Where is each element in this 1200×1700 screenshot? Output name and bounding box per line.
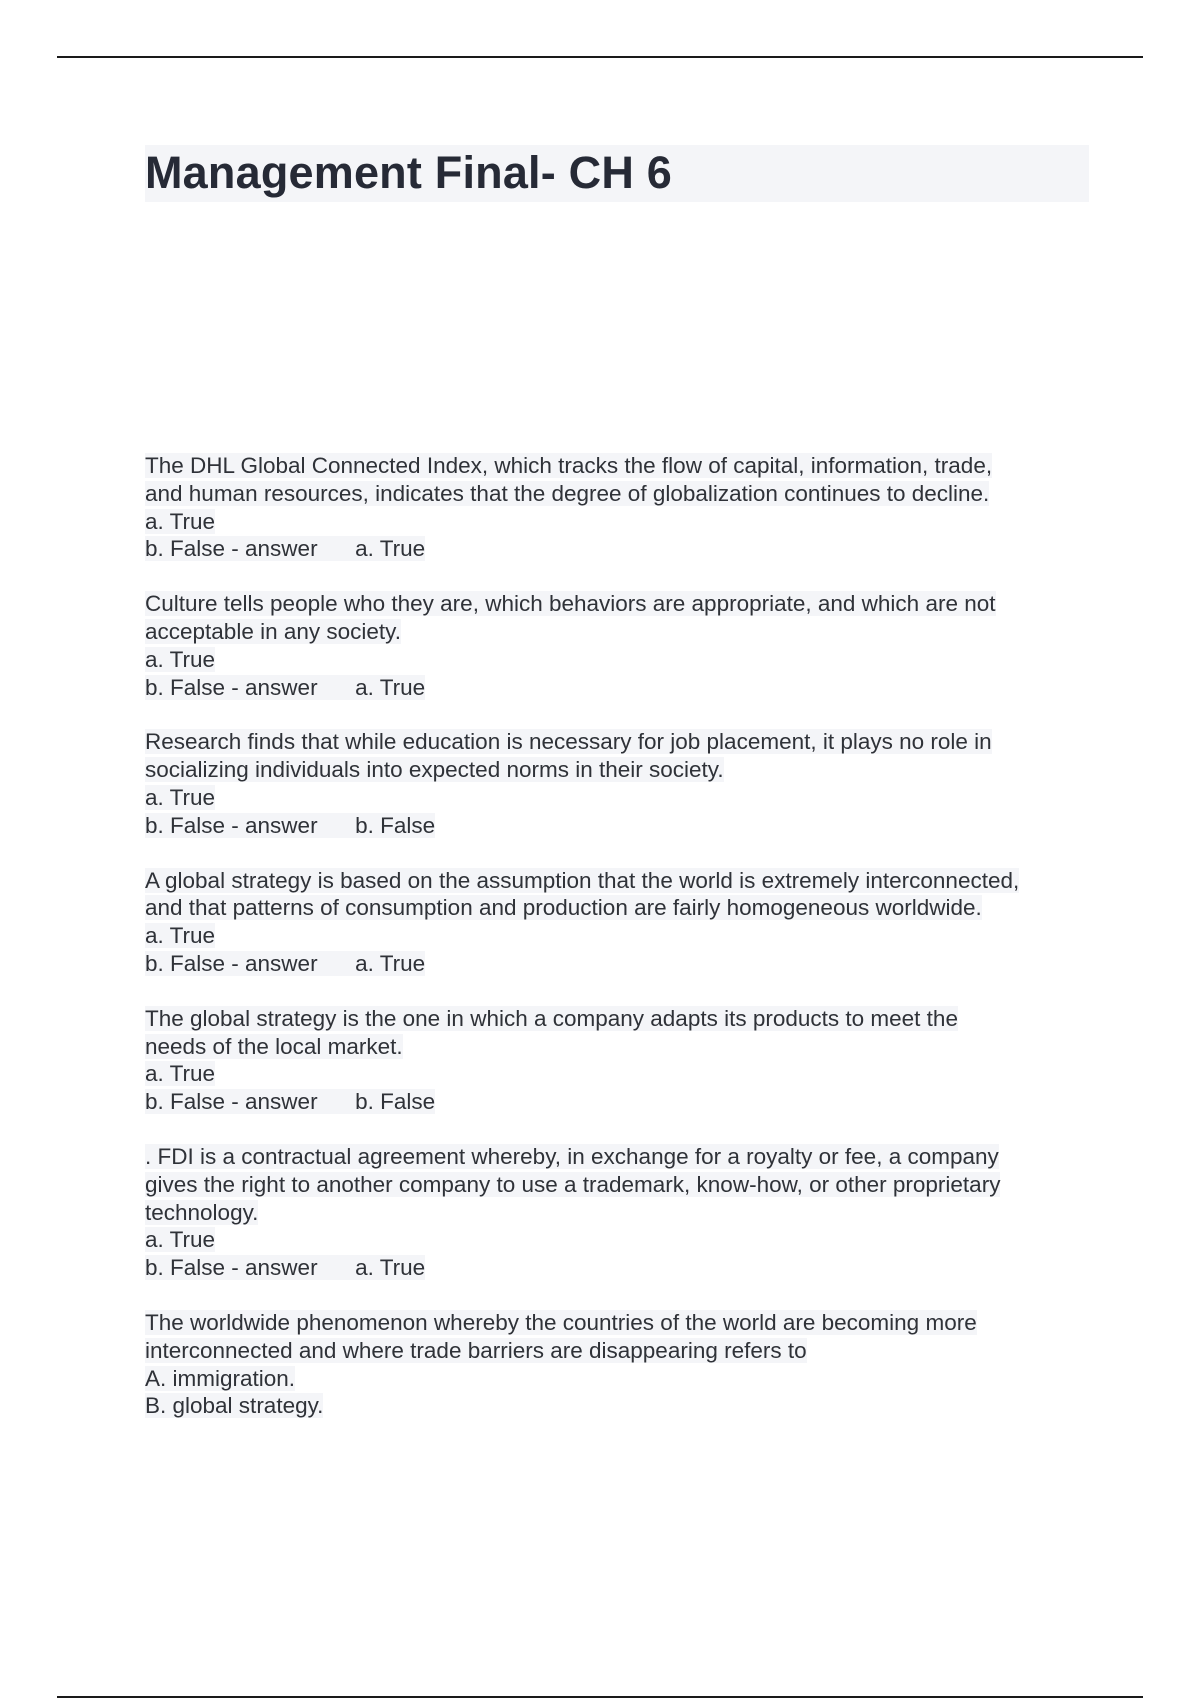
question-item: [145, 728, 1095, 839]
option-a: a. True: [145, 923, 216, 949]
question-text-line: socializing individuals into expected norms in their society.: [145, 757, 724, 783]
answer-text: a. True: [355, 1255, 426, 1281]
top-rule: [57, 56, 1143, 58]
question-item: [145, 590, 1095, 701]
question-text-line: gives the right to another company to use a trademark, know-how, or other proprietary: [145, 1171, 1001, 1197]
question-text-line: The DHL Global Connected Index, which tracks the flow of capital, information, trade,: [145, 453, 993, 478]
option-a: a. True: [145, 784, 216, 810]
option-b: b. False - answer: [145, 950, 318, 976]
question-text-line: interconnected and where trade barriers are disappearing refers to: [145, 1337, 807, 1363]
question-text-line: and that patterns of consumption and production are fairly homogeneous worldwide.: [145, 895, 982, 921]
option-a: a. True: [145, 1061, 216, 1087]
title-banner: [145, 145, 1089, 202]
question-text-line: The global strategy is the one in which a company adapts its products to meet the: [145, 1005, 958, 1031]
question-text-line: and human resources, indicates that the degree of globalization continues to decline.: [145, 480, 990, 506]
question-text-line: The worldwide phenomenon whereby the countries of the world are becoming more: [145, 1309, 977, 1335]
question-text-line: acceptable in any society.: [145, 618, 401, 644]
option-b: b. False - answer: [145, 674, 318, 700]
option-b: b. False - answer: [145, 1255, 318, 1281]
page-title: Management Final- CH 6: [145, 147, 672, 198]
question-list: [145, 452, 1095, 1447]
question-text-line: . FDI is a contractual agreement whereby, in exchange for a royalty or fee, a company: [145, 1143, 999, 1169]
option-b: b. False - answer: [145, 536, 318, 562]
option-b: b. False - answer: [145, 1089, 318, 1115]
question-text-line: Culture tells people who they are, which behaviors are appropriate, and which are not: [145, 591, 996, 617]
question-text-line: A global strategy is based on the assumption that the world is extremely interconnected,: [145, 867, 1020, 893]
question-item: [145, 452, 1095, 563]
answer-text: b. False: [355, 1089, 436, 1115]
option-a: a. True: [145, 508, 216, 534]
question-text-line: Research finds that while education is necessary for job placement, it plays no role in: [145, 729, 992, 755]
option-b: B. global strategy.: [145, 1393, 324, 1419]
question-item: [145, 1309, 1095, 1420]
answer-text: a. True: [355, 950, 426, 976]
question-item: [145, 1005, 1095, 1116]
question-item: [145, 867, 1095, 978]
answer-text: a. True: [355, 674, 426, 700]
question-text-line: needs of the local market.: [145, 1033, 403, 1059]
answer-text: b. False: [355, 812, 436, 838]
option-a: a. True: [145, 1227, 216, 1253]
question-text-line: technology.: [145, 1199, 259, 1225]
option-a: A. immigration.: [145, 1365, 296, 1391]
question-item: [145, 1143, 1095, 1282]
bottom-rule: [57, 1696, 1143, 1698]
option-b: b. False - answer: [145, 812, 318, 838]
answer-text: a. True: [355, 536, 426, 562]
option-a: a. True: [145, 646, 216, 672]
